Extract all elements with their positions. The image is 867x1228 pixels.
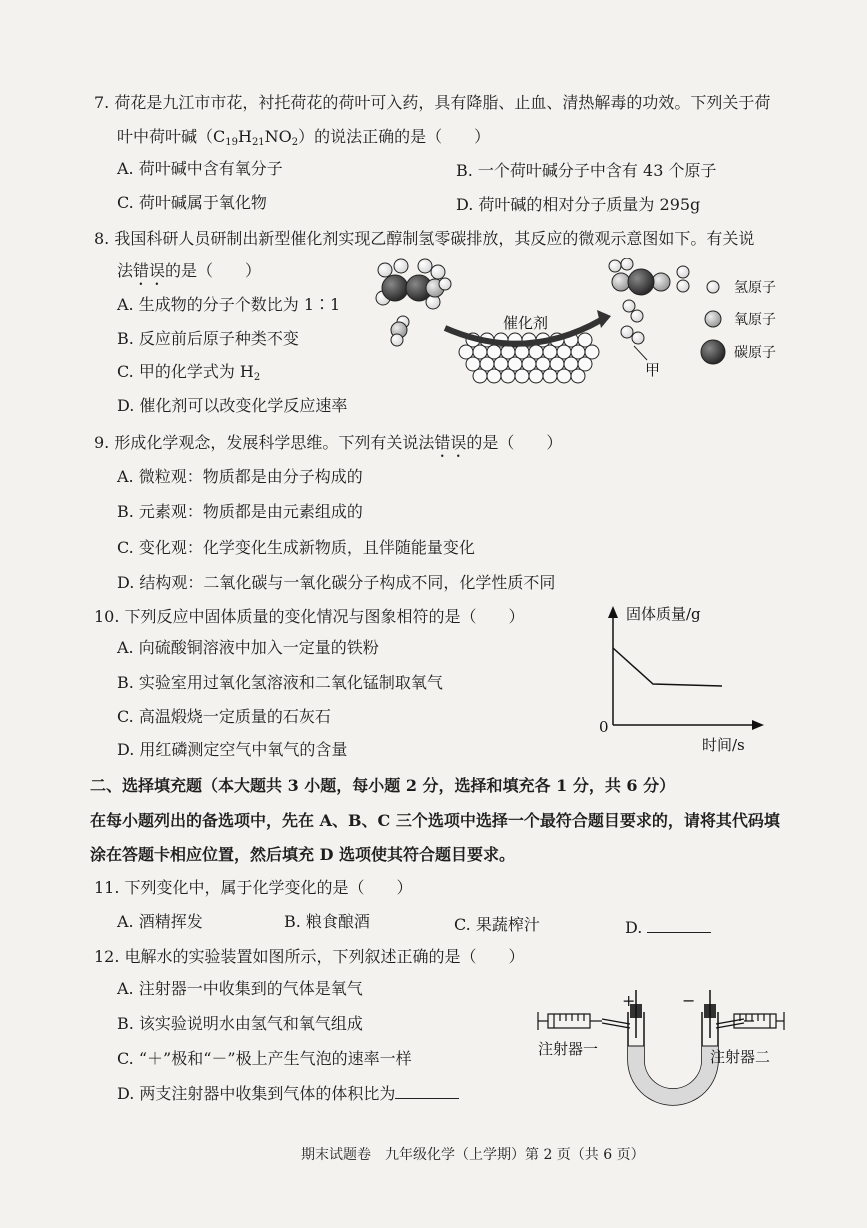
section2-instructions-2: 涂在答题卡相应位置，然后填充 D 选项使其符合题目要求。 (90, 845, 516, 864)
q7-stem-pre: 叶中荷叶碱（C (117, 127, 226, 146)
u-tube-inner (644, 1012, 702, 1089)
q10-option-d: D. 用红磷测定空气中氧气的含量 (117, 740, 348, 759)
q12-option-b: B. 该实验说明水由氢气和氧气组成 (117, 1014, 363, 1033)
syringe-1 (538, 1012, 630, 1030)
q11-option-b: B. 粮食酿酒 (284, 912, 370, 931)
legend-carbon-icon (701, 340, 725, 364)
q8-reaction-diagram (365, 258, 795, 388)
q11-option-a: A. 酒精挥发 (117, 912, 203, 931)
q7-option-a: A. 荷叶碱中含有氧分子 (117, 159, 283, 178)
x-axis-label: 时间/s (702, 736, 745, 754)
q8-stem-line2: 法错误的是（ ） (117, 261, 262, 280)
q10-stem: 10. 下列反应中固体质量的变化情况与图象相符的是（ ） (94, 607, 525, 626)
q7-stem-line2 (117, 124, 490, 148)
q10-graph (596, 598, 771, 758)
y-axis-label: 固体质量/g (626, 605, 701, 623)
q9-stem: 9. 形成化学观念，发展科学思维。下列有关说法错误的是（ ） (94, 433, 563, 452)
legend-hydrogen-icon (707, 281, 719, 293)
q11-option-d: D. (625, 918, 711, 937)
q7-formula-no: NO (264, 127, 292, 146)
q9-emphasis: 错误 (434, 433, 467, 452)
q12-stem: 12. 电解水的实验装置如图所示，下列叙述正确的是（ ） (94, 947, 525, 966)
y-axis-arrow (608, 606, 618, 618)
q9-option-b: B. 元素观：物质都是由元素组成的 (117, 502, 363, 521)
q12-option-c: C. “＋”极和“－”极上产生气泡的速率一样 (117, 1049, 412, 1068)
legend-hydrogen-label: 氢原子 (734, 280, 776, 296)
q11-option-c: C. 果蔬榨汁 (454, 915, 540, 934)
q12-electrolysis-diagram (530, 990, 790, 1115)
q11-answer-blank (647, 918, 711, 933)
jia-label: 甲 (645, 361, 661, 379)
minus-label: − (682, 991, 696, 1010)
catalyst-label: 催化剂 (503, 314, 549, 332)
q9-option-d: D. 结构观：二氧化碳与一氧化碳分子构成不同，化学性质不同 (117, 573, 556, 592)
q7-option-d: D. 荷叶碱的相对分子质量为 295g (456, 195, 701, 214)
syringe-2 (716, 1012, 784, 1030)
q11-stem: 11. 下列变化中，属于化学变化的是（ ） (94, 878, 413, 897)
q7-formula-sub-c: 19 (225, 137, 238, 148)
q12-option-d: D. 两支注射器中收集到气体的体积比为 (117, 1081, 459, 1104)
q7-formula-h: H (237, 127, 252, 146)
q12-option-a: A. 注射器一中收集到的气体是氧气 (117, 979, 363, 998)
q8-option-c: C. 甲的化学式为 $H_2$ (117, 362, 261, 383)
q7-stem-post: ）的说法正确的是（ ） (298, 127, 491, 146)
jia-pointer (634, 346, 647, 360)
syringe-1-label: 注射器一 (538, 1040, 599, 1058)
ethanol-molecule (376, 259, 451, 309)
q8-option-b: B. 反应前后原子种类不变 (117, 329, 299, 348)
legend-oxygen-label: 氧原子 (734, 312, 776, 328)
origin-label: 0 (599, 718, 609, 736)
section2-heading: 二、选择填充题（本大题共 3 小题，每小题 2 分，选择和填充各 1 分，共 6 分） (90, 776, 676, 795)
q7-option-b: B. 一个荷叶碱分子中含有 43 个原子 (456, 161, 717, 180)
q8-emphasis: 错误 (133, 261, 166, 280)
legend-oxygen-icon (705, 311, 721, 327)
reaction-arrowhead (597, 310, 611, 328)
q9-option-a: A. 微粒观：物质都是由分子构成的 (117, 467, 363, 486)
plus-label: + (622, 991, 636, 1010)
q7-stem-line1: 7. 荷花是九江市市花，衬托荷花的荷叶可入药，具有降脂、止血、清热解毒的功效。下列关于荷 (94, 93, 771, 112)
page-footer: 期末试题卷 九年级化学（上学期）第 2 页（共 6 页） (301, 1147, 645, 1163)
water-fill (628, 1046, 718, 1105)
section2-instructions-1: 在每小题列出的备选项中，先在 A、B、C 三个选项中选择一个最符合题目要求的，请将其代码填 (90, 811, 780, 830)
mass-curve (613, 648, 722, 686)
q12-answer-blank (395, 1084, 459, 1099)
q10-option-c: C. 高温煅烧一定质量的石灰石 (117, 707, 331, 726)
h2-products (609, 258, 689, 344)
q9-option-c: C. 变化观：化学变化生成新物质，且伴随能量变化 (117, 538, 475, 557)
q7-formula-sub-o: 2 (291, 137, 299, 148)
q8-option-a: A. 生成物的分子个数比为 1∶1 (117, 295, 341, 314)
q10-option-b: B. 实验室用过氧化氢溶液和二氧化锰制取氧气 (117, 673, 443, 692)
syringe-2-label: 注射器二 (710, 1048, 771, 1066)
q8-option-d: D. 催化剂可以改变化学反应速率 (117, 396, 348, 415)
x-axis-arrow (752, 720, 764, 730)
q10-option-a: A. 向硫酸铜溶液中加入一定量的铁粉 (117, 638, 379, 657)
co2-product (612, 269, 670, 295)
water-molecule (391, 316, 409, 346)
q7-option-c: C. 荷叶碱属于氧化物 (117, 193, 267, 212)
q8-stem-line1: 8. 我国科研人员研制出新型催化剂实现乙醇制氢零碳排放，其反应的微观示意图如下。有关说 (94, 229, 755, 248)
q7-formula-sub-h: 21 (251, 137, 265, 148)
legend-carbon-label: 碳原子 (734, 345, 776, 361)
